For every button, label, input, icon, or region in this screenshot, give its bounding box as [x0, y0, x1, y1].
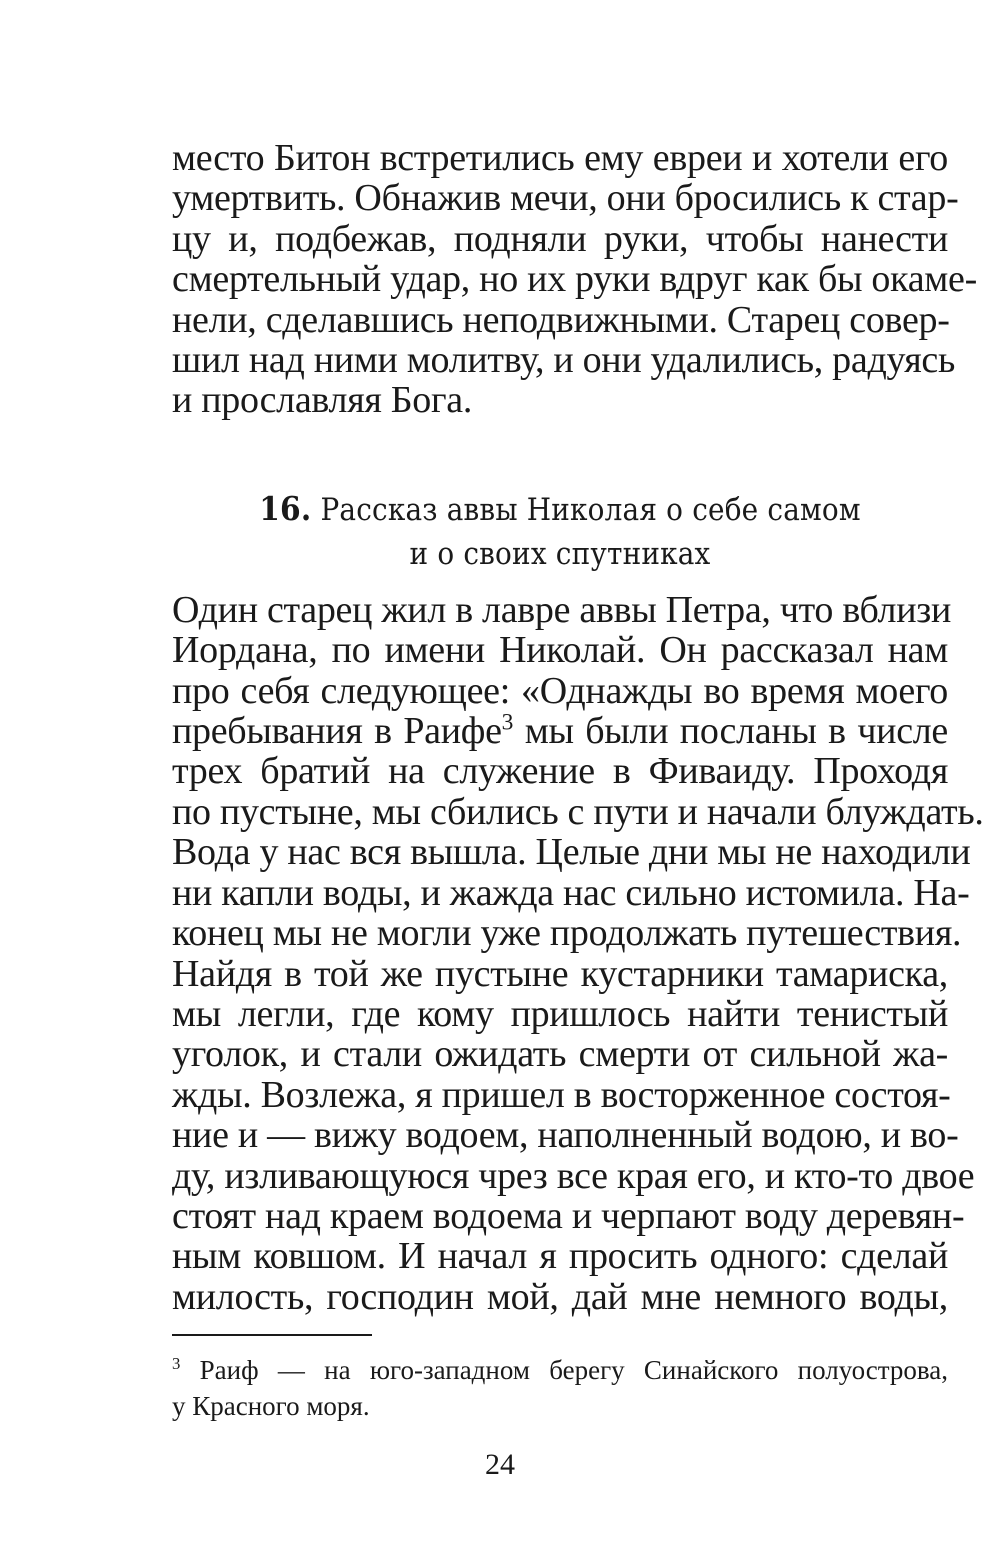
text-line: ду, изливающуюся чрез все края его, и кто-то двое	[172, 1154, 975, 1197]
chapter-heading	[211, 487, 909, 576]
footnote-divider	[172, 1334, 372, 1336]
page-number: 24	[485, 1448, 515, 1481]
text-line: ние и — вижу водоем, наполненный водою, и во-	[172, 1114, 959, 1157]
text-line: Иордана, по имени Николай. Он рассказал нам	[172, 629, 948, 672]
footnote-line-1	[172, 1352, 948, 1388]
text-line: ни капли воды, и жажда нас сильно истомила. На-	[172, 871, 970, 914]
text-line: по пустыне, мы сбились с пути и начали блуждать.	[172, 790, 984, 833]
text-line: трех братий на служение в Фиваиду. Проходя	[172, 750, 948, 793]
text-line: стоят над краем водоема и черпают воду деревян-	[172, 1194, 965, 1237]
text-line: про себя следующее: «Однажды во время моего	[172, 669, 948, 712]
footnote-text-1: Раиф — на юго-западном берегу Синайского полуострова,	[180, 1355, 948, 1385]
chapter-number: 16.	[259, 488, 312, 528]
text-line: ным ковшом. И начал я просить одного: сделай	[172, 1235, 948, 1278]
text-line: Найдя в той же пустыне кустарники тамариска,	[172, 952, 948, 995]
page-body	[172, 137, 984, 1318]
text-line: Вода у нас вся вышла. Целые дни мы не находили	[172, 831, 971, 874]
text-line: смертельный удар, но их руки вдруг как бы окаме-	[172, 258, 977, 301]
paragraph-1	[172, 137, 977, 422]
text-line: цу и, подбежав, подняли руки, чтобы нанести	[172, 217, 948, 260]
text-fragment: мы были посланы в числе	[513, 710, 948, 753]
text-line-with-footnote-ref	[172, 711, 948, 751]
text-line: умертвить. Обнажив мечи, они бросились к стар-	[172, 177, 959, 220]
footnote	[172, 1352, 948, 1424]
text-line: место Битон встретились ему евреи и хотели его	[172, 137, 948, 179]
footnote-line-2: у Красного моря.	[172, 1391, 370, 1421]
text-line: жды. Возлежа, я пришел в восторженное состоя-	[172, 1073, 951, 1116]
text-fragment: пребывания в Раифе	[172, 710, 502, 753]
footnote-ref[interactable]: 3	[501, 709, 514, 736]
text-line: и прославляя Бога.	[172, 379, 473, 422]
text-line: нели, сделавшись неподвижными. Старец совер-	[172, 298, 950, 341]
footnote-marker: 3	[172, 1354, 181, 1373]
heading-title-1: Рассказ аввы Николая о себе самом	[320, 491, 861, 528]
text-line: уголок, и стали ожидать смерти от сильной жа-	[172, 1033, 948, 1076]
heading-line-1	[211, 487, 909, 532]
text-line: конец мы не могли уже продолжать путешествия.	[172, 912, 962, 955]
text-line: Один старец жил в лавре аввы Петра, что вблизи	[172, 588, 952, 631]
text-line: милость, господин мой, дай мне немного воды,	[172, 1275, 948, 1318]
text-line: шил над ними молитву, и они удалились, радуясь	[172, 339, 956, 382]
paragraph-2	[172, 588, 984, 1318]
text-line: мы легли, где кому пришлось найти тенистый	[172, 992, 948, 1035]
heading-line-2: и о своих спутниках	[409, 535, 711, 572]
